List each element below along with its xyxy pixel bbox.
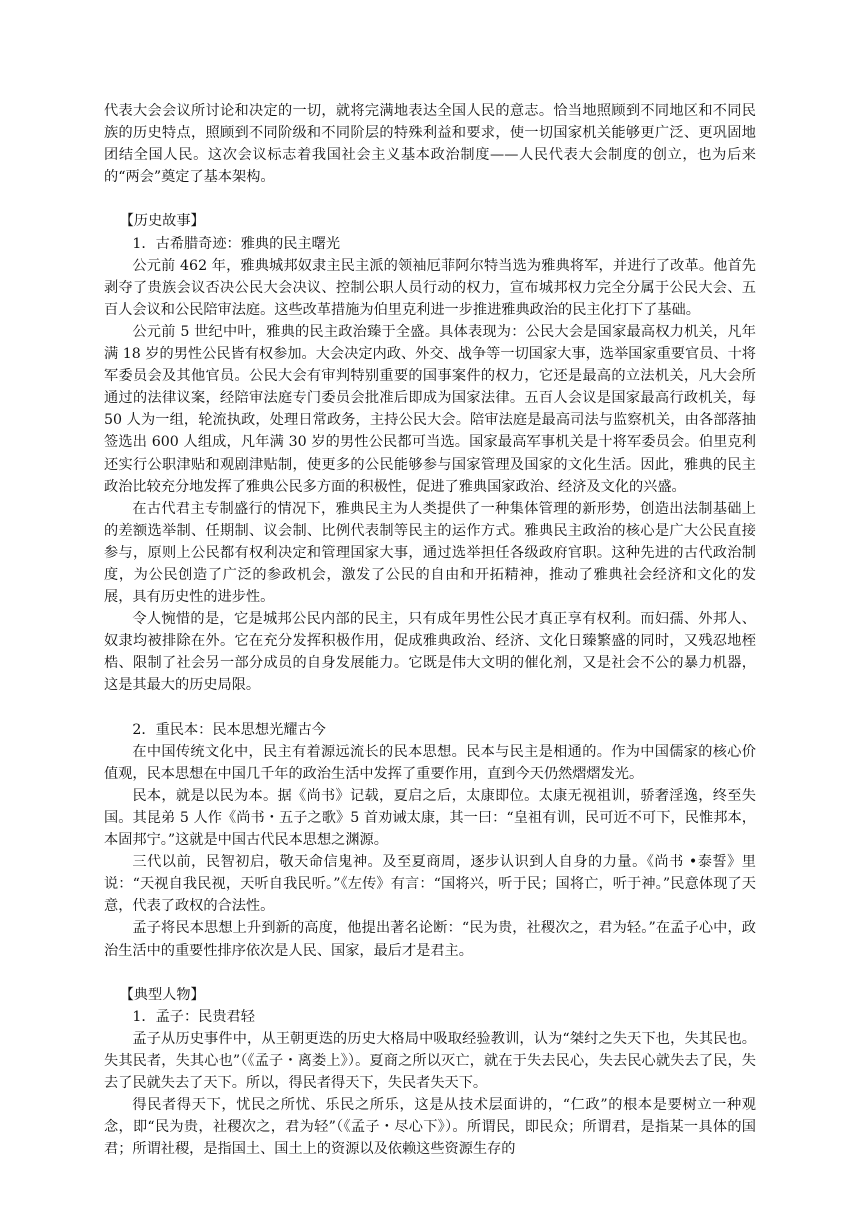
figure-1-paragraph-2: 得民者得天下，忧民之所忧、乐民之所乐，这是从技术层面讲的，“仁政”的根本是要树立一种观念，即“民为贵，社稷次之，君为轻”（《孟子・尽心下》）。所谓民，即民众；所谓君，是指某一具体的国君；所谓社稷，是指国土、国土上的资源以及依赖这些资源生存的 [104, 1097, 756, 1158]
figure-1-title: 1．孟子：民贵君轻 [132, 1008, 255, 1025]
spacer [104, 962, 756, 984]
story-1-paragraph-1: 公元前 462 年，雅典城邦奴隶主民主派的领袖厄菲阿尔特当选为雅典将军，并进行了改革。他首先剥夺了贵族会议否决公民大会决议、控制公职人员行动的权力，宣布城邦权力完全分属于公民大会、五百人会议和公民陪审法庭。这些改革措施为伯里克利进一步推进雅典政治的民主化打下了基础。 [104, 257, 756, 318]
figure-1-paragraph-1: 孟子从历史事件中，从王朝更迭的历史大格局中吸取经验教训，认为“桀纣之失天下也，失其民也。失其民者，失其心也”（《孟子・离娄上》）。夏商之所以灭亡，就在于失去民心，失去民心就失去了民，失去了民就失去了天下。所以，得民者得天下，失民者失天下。 [104, 1030, 756, 1092]
story-1-paragraph-3: 在古代君主专制盛行的情况下，雅典民主为人类提供了一种集体管理的新形势，创造出法制基础上的差额选举制、任期制、议会制、比例代表制等民主的运作方式。雅典民主政治的核心是广大公民直接参与，原则上公民都有权利决定和管理国家大事，通过选举担任各级政府官职。这种先进的古代政治制度，为公民创造了广泛的参政机会，激发了公民的自由和开拓精神，推动了雅典社会经济和文化的发展，具有历史性的进步性。 [104, 500, 756, 606]
section-heading-typical-figure: 【典型人物】 [119, 986, 205, 1003]
story-2-paragraph-2: 民本，就是以民为本。据《尚书》记载，夏启之后，太康即位。太康无视祖训，骄奢淫逸，终至失国。其昆弟 5 人作《尚书・五子之歌》5 首劝诫太康，其一曰：“皇祖有训，民可近不可下，民惟邦本，本固邦宁。”这就是中国古代民本思想之渊源。 [104, 787, 756, 849]
story-2-paragraph-3: 三代以前，民智初启，敬天命信鬼神。及至夏商周，逐步认识到人自身的力量。《尚书 •泰誓》里说：“天视自我民视，天听自我民听。”《左传》有言：“国将兴，听于民；国将亡，听于神。”民意体现了天意，代表了政权的合法性。 [104, 854, 756, 915]
story-2-paragraph-1: 在中国传统文化中，民主有着源远流长的民本思想。民本与民主是相通的。作为中国儒家的核心价值观，民本思想在中国几千年的政治生活中发挥了重要作用，直到今天仍然熠熠发光。 [104, 743, 756, 782]
document-page [104, 100, 756, 1161]
story-2-title: 2．重民本：民本思想光耀古今 [132, 721, 326, 738]
story-1-paragraph-2: 公元前 5 世纪中叶，雅典的民主政治臻于全盛。具体表现为：公民大会是国家最高权力机关，凡年满 18 岁的男性公民皆有权参加。大会决定内政、外交、战争等一切国家大事，选举国家重要官员、十将军委员会及其他官员。公民大会有审判特别重要的国事案件的权力，它还是最高的立法机关，凡大会所通过的法律议案，经陪审法庭专门委员会批准后即成为国家法律。五百人会议是国家最高行政机关，每 50 人为一组，轮流执政，处理日常政务，主持公民大会。陪审法庭是最高司法与监察机关，由各部落抽签选出 600 人组成，凡年满 30 岁的男性公民都可当选。国家最高军事机关是十将军委员会。伯里克利还实行公职津贴和观剧津贴制，使更多的公民能够参与国家管理及国家的文化生活。因此，雅典的民主政治比较充分地发挥了雅典公民多方面的积极性，促进了雅典国家政治、经济及文化的兴盛。 [104, 323, 756, 495]
spacer [104, 188, 756, 210]
story-1-paragraph-4: 令人惋惜的是，它是城邦公民内部的民主，只有成年男性公民才真正享有权利。而妇孺、外邦人、奴隶均被排除在外。它在充分发挥积极作用，促成雅典政治、经济、文化日臻繁盛的同时，又残忍地桎梏、限制了社会另一部分成员的自身发展能力。它既是伟大文明的催化剂，又是社会不公的暴力机器，这是其最大的历史局限。 [104, 611, 756, 694]
story-2-paragraph-4: 孟子将民本思想上升到新的高度，他提出著名论断：“民为贵，社稷次之，君为轻。”在孟子心中，政治生活中的重要性排序依次是人民、国家，最后才是君主。 [104, 920, 756, 959]
story-1-title: 1．古希腊奇迹：雅典的民主曙光 [132, 235, 341, 252]
spacer [104, 697, 756, 719]
intro-paragraph: 代表大会会议所讨论和决定的一切，就将完满地表达全国人民的意志。恰当地照顾到不同地区和不同民族的历史特点，照顾到不同阶级和不同阶层的特殊利益和要求，使一切国家机关能够更广泛、更巩固地团结全国人民。这次会议标志着我国社会主义基本政治制度——人民代表大会制度的创立，也为后来的“两会”奠定了基本架构。 [104, 103, 756, 186]
section-heading-history-story: 【历史故事】 [119, 213, 205, 230]
